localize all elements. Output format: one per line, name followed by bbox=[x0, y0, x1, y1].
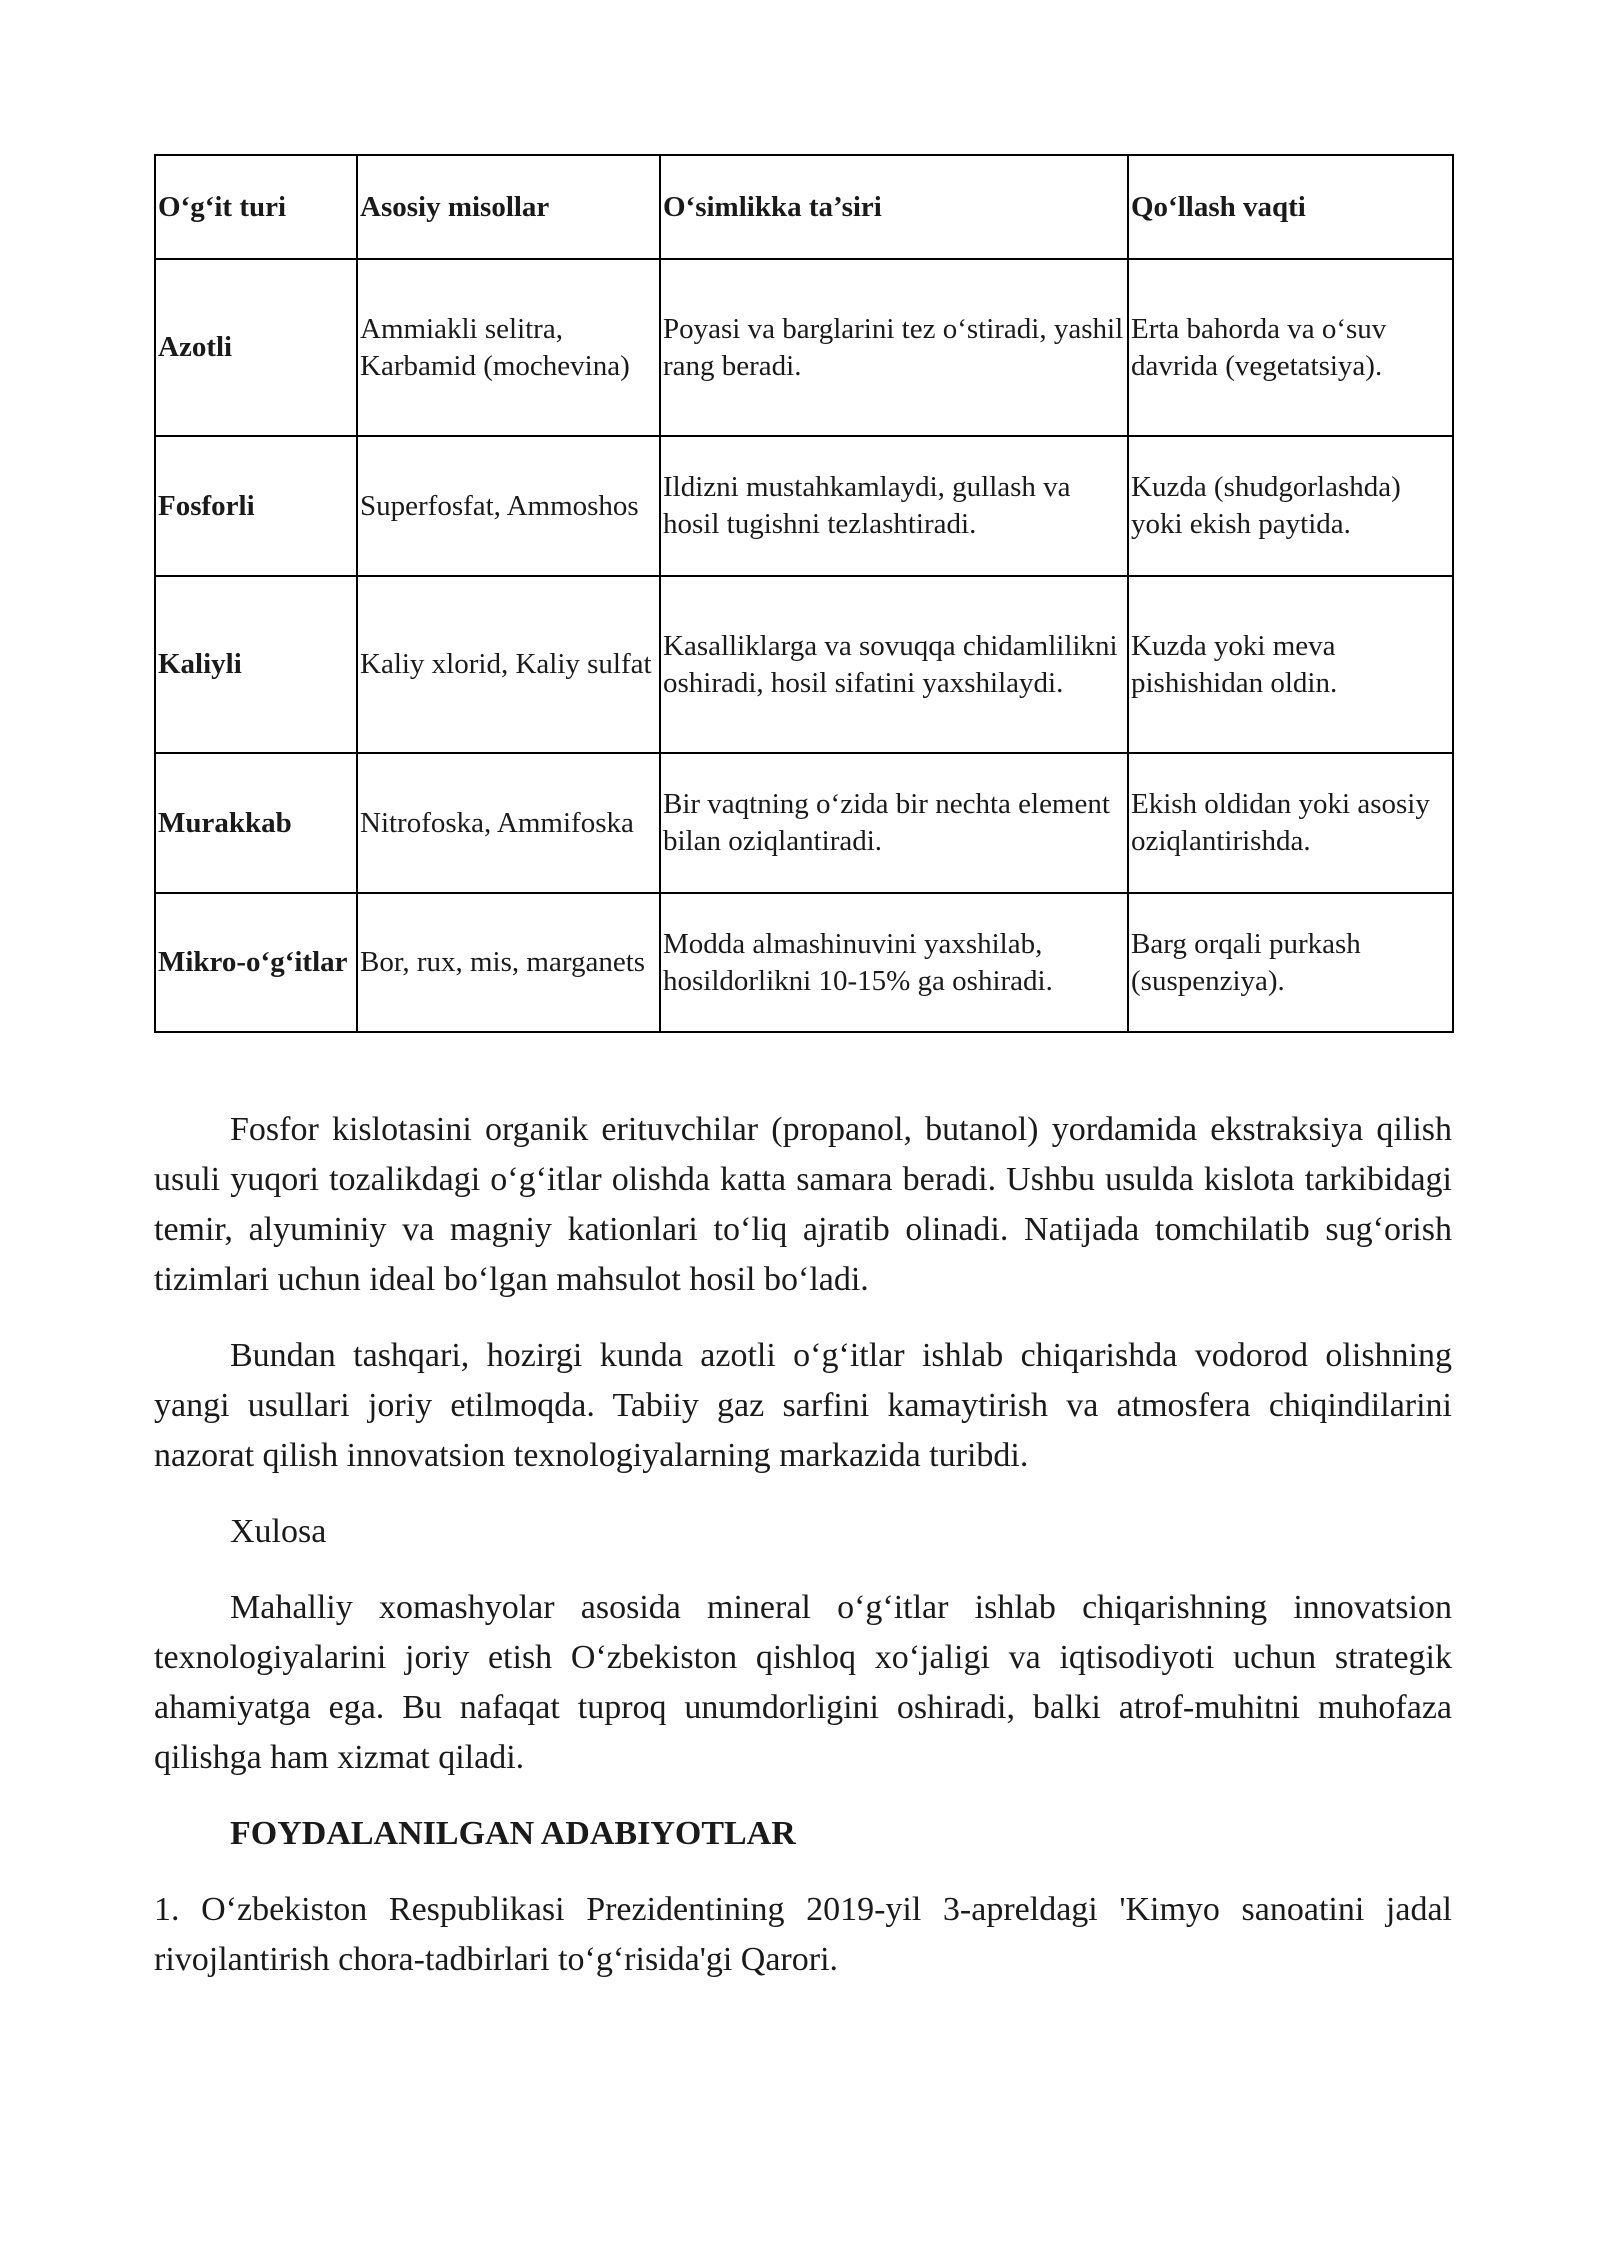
conclusion-heading: Xulosa bbox=[230, 1513, 327, 1550]
table-row bbox=[155, 893, 1453, 1032]
cell-examples: Nitrofoska, Ammifoska bbox=[357, 753, 660, 893]
references-heading: FOYDALANILGAN ADABIYOTLAR bbox=[230, 1815, 796, 1852]
cell-examples: Bor, rux, mis, marganets bbox=[357, 893, 660, 1032]
cell-examples: Ammiakli selitra, Karbamid (mochevina) bbox=[357, 259, 660, 436]
table-row bbox=[155, 436, 1453, 576]
cell-effect: Kasalliklarga va sovuqqa chidamlilikni oshiradi, hosil sifatini yaxshilaydi. bbox=[660, 576, 1128, 753]
body-text bbox=[154, 1105, 1452, 1985]
header-fertilizer-type: O‘g‘it turi bbox=[155, 155, 357, 259]
document-page bbox=[154, 154, 1452, 2011]
cell-type: Mikro-o‘g‘itlar bbox=[155, 893, 357, 1032]
table-header-row bbox=[155, 155, 1453, 259]
paragraph-conclusion: Mahalliy xomashyolar asosida mineral o‘g‘itlar ishlab chiqarishning innovatsion texnologiyalarini joriy etish O‘zbekiston qishloq xo‘jaligi va iqtisodiyoti uchun strategik ahamiyatga ega. Bu nafaqat tuproq unumdorligini oshiradi, balki atrof-muhitni muhofaza qilishga ham xizmat qiladi. bbox=[154, 1589, 1452, 1776]
reference-item: 1. O‘zbekiston Respublikasi Prezidentining 2019-yil 3-apreldagi 'Kimyo sanoatini jadal rivojlantirish chora-tadbirlari to‘g‘risida'gi Qarori. bbox=[154, 1891, 1452, 1978]
cell-examples: Kaliy xlorid, Kaliy sulfat bbox=[357, 576, 660, 753]
cell-time: Barg orqali purkash (suspenziya). bbox=[1128, 893, 1453, 1032]
cell-time: Erta bahorda va o‘suv davrida (vegetatsiya). bbox=[1128, 259, 1453, 436]
cell-effect: Poyasi va barglarini tez o‘stiradi, yashil rang beradi. bbox=[660, 259, 1128, 436]
cell-time: Ekish oldidan yoki asosiy oziqlantirishda. bbox=[1128, 753, 1453, 893]
table-row bbox=[155, 259, 1453, 436]
paragraph-phosphoric-acid: Fosfor kislotasini organik erituvchilar (propanol, butanol) yordamida ekstraksiya qilish usuli yuqori tozalikdagi o‘g‘itlar olishda katta samara beradi. Ushbu usulda kislota tarkibidagi temir, alyuminiy va magniy kationlari to‘liq ajratib olinadi. Natijada tomchilatib sug‘orish tizimlari uchun ideal bo‘lgan mahsulot hosil bo‘ladi. bbox=[154, 1111, 1452, 1298]
header-effect-on-plant: O‘simlikka ta’siri bbox=[660, 155, 1128, 259]
fertilizer-table bbox=[154, 154, 1454, 1033]
cell-type: Azotli bbox=[155, 259, 357, 436]
cell-type: Kaliyli bbox=[155, 576, 357, 753]
cell-effect: Modda almashinuvini yaxshilab, hosildorlikni 10-15% ga oshiradi. bbox=[660, 893, 1128, 1032]
cell-examples: Superfosfat, Ammoshos bbox=[357, 436, 660, 576]
table-row bbox=[155, 753, 1453, 893]
paragraph-nitrogen: Bundan tashqari, hozirgi kunda azotli o‘g‘itlar ishlab chiqarishda vodorod olishning yangi usullari joriy etilmoqda. Tabiiy gaz sarfini kamaytirish va atmosfera chiqindilarini nazorat qilish innovatsion texnologiyalarning markazida turibdi. bbox=[154, 1337, 1452, 1474]
cell-effect: Ildizni mustahkamlaydi, gullash va hosil tugishni tezlashtiradi. bbox=[660, 436, 1128, 576]
cell-type: Fosforli bbox=[155, 436, 357, 576]
cell-effect: Bir vaqtning o‘zida bir nechta element bilan oziqlantiradi. bbox=[660, 753, 1128, 893]
cell-time: Kuzda yoki meva pishishidan oldin. bbox=[1128, 576, 1453, 753]
header-main-examples: Asosiy misollar bbox=[357, 155, 660, 259]
cell-type: Murakkab bbox=[155, 753, 357, 893]
table-row bbox=[155, 576, 1453, 753]
header-application-time: Qo‘llash vaqti bbox=[1128, 155, 1453, 259]
cell-time: Kuzda (shudgorlashda) yoki ekish paytida. bbox=[1128, 436, 1453, 576]
